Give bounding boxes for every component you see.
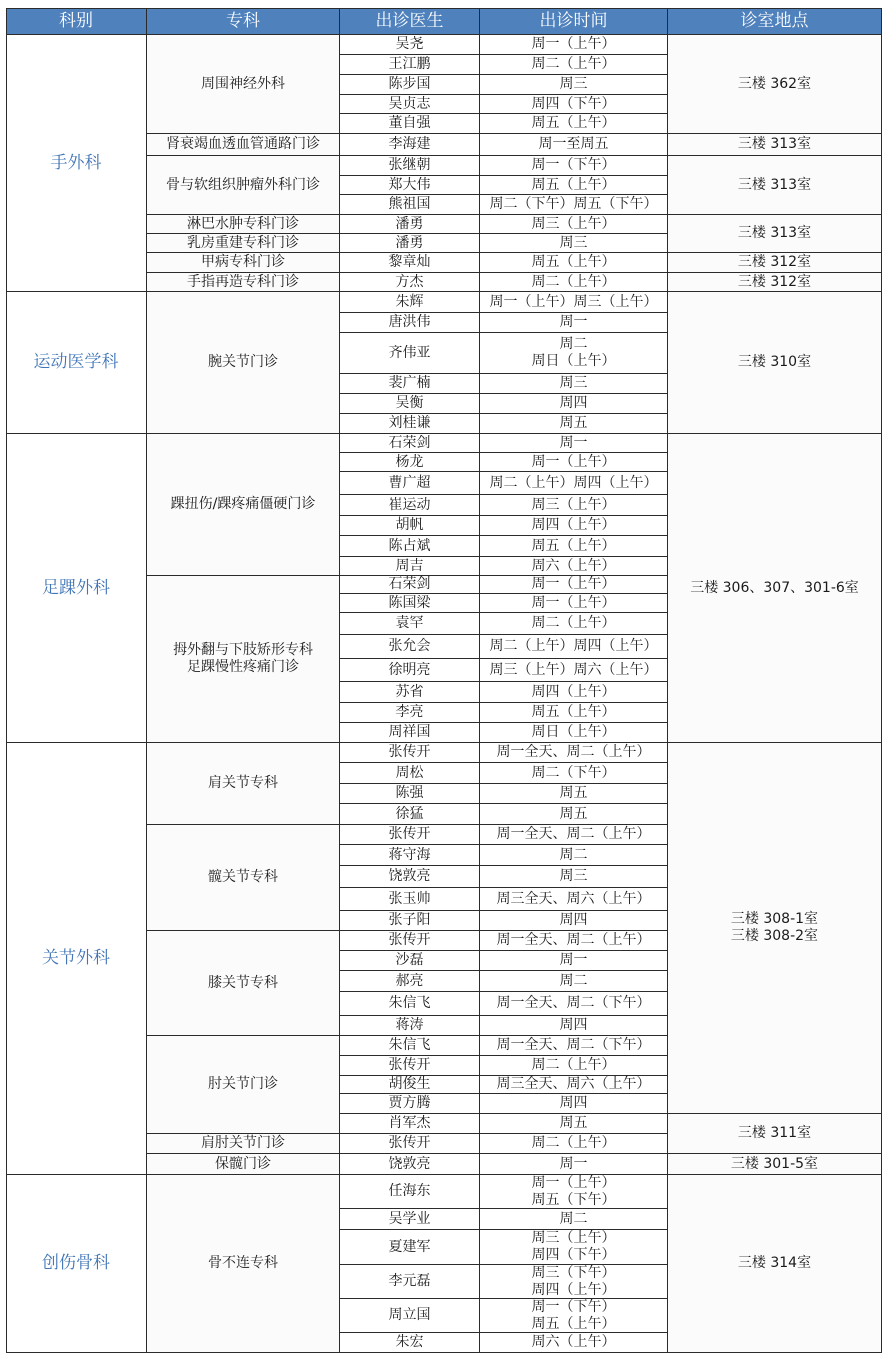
doctor-name: 潘勇: [340, 234, 480, 253]
doctor-name: 唐洪伟: [340, 313, 480, 333]
doctor-name: 陈占斌: [340, 536, 480, 557]
doctor-name: 夏建军: [340, 1230, 480, 1265]
doctor-name: 李亮: [340, 703, 480, 723]
clinic-time: 周四: [480, 1016, 668, 1036]
clinic-time: 周三: [480, 866, 668, 888]
doctor-name: 徐明亮: [340, 659, 480, 682]
room-location: 三楼 312室: [668, 273, 882, 292]
doctor-name: 潘勇: [340, 215, 480, 234]
specialty-name: 骨不连专科: [147, 1175, 340, 1353]
specialty-name: 肘关节门诊: [147, 1036, 340, 1134]
specialty-name: 踝扭伤/踝疼痛僵硬门诊: [147, 434, 340, 576]
specialty-name: 髋关节专科: [147, 825, 340, 931]
clinic-time: 周二（下午）: [480, 763, 668, 784]
doctor-name: 王江鹏: [340, 55, 480, 75]
doctor-name: 张继朝: [340, 156, 480, 176]
clinic-time: 周二: [480, 971, 668, 992]
clinic-time: 周五: [480, 784, 668, 804]
clinic-time: 周一（下午）: [480, 156, 668, 176]
specialty-name: 骨与软组织肿瘤外科门诊: [147, 156, 340, 215]
department-name: 运动医学科: [6, 292, 147, 434]
doctor-name: 吴学业: [340, 1209, 480, 1230]
doctor-name: 饶敦亮: [340, 866, 480, 888]
room-location: 三楼 313室: [668, 156, 882, 215]
specialty-name: 腕关节门诊: [147, 292, 340, 434]
clinic-time: 周一至周五: [480, 134, 668, 156]
clinic-time: 周二（上午）: [480, 273, 668, 292]
doctor-name: 熊祖国: [340, 195, 480, 215]
clinic-time: 周四（上午）: [480, 682, 668, 703]
specialty-name: 淋巴水肿专科门诊: [147, 215, 340, 234]
doctor-name: 陈国梁: [340, 594, 480, 613]
specialty-name: 拇外翻与下肢矫形专科 足踝慢性疼痛门诊: [147, 576, 340, 743]
doctor-name: 周吉: [340, 557, 480, 576]
clinic-time: 周一全天、周二（下午）: [480, 1036, 668, 1056]
clinic-time: 周二（上午）周四（上午）: [480, 472, 668, 495]
clinic-time: 周二（上午）周四（上午）: [480, 635, 668, 659]
doctor-name: 崔运动: [340, 495, 480, 516]
doctor-name: 朱信飞: [340, 992, 480, 1016]
clinic-time: 周一（上午）: [480, 35, 668, 55]
clinic-time: 周一（上午）: [480, 594, 668, 613]
column-header: 出诊医生: [340, 8, 480, 35]
clinic-time: 周一: [480, 313, 668, 333]
room-location: 三楼 314室: [668, 1175, 882, 1353]
clinic-time: 周一（上午）: [480, 453, 668, 472]
clinic-time: 周二: [480, 845, 668, 866]
column-header: 科别: [6, 8, 147, 35]
clinic-time: 周三（上午） 周四（下午）: [480, 1230, 668, 1265]
specialty-name: 膝关节专科: [147, 931, 340, 1036]
doctor-name: 周松: [340, 763, 480, 784]
doctor-name: 朱辉: [340, 292, 480, 313]
department-name: 足踝外科: [6, 434, 147, 743]
doctor-name: 杨龙: [340, 453, 480, 472]
doctor-name: 吴衡: [340, 394, 480, 414]
doctor-name: 李元磊: [340, 1265, 480, 1299]
clinic-time: 周五: [480, 1114, 668, 1134]
room-location: 三楼 306、307、301-6室: [668, 434, 882, 743]
clinic-time: 周四: [480, 911, 668, 931]
doctor-name: 胡帆: [340, 516, 480, 536]
room-location: 三楼 313室: [668, 134, 882, 156]
clinic-time: 周二（上午）: [480, 1056, 668, 1076]
doctor-name: 沙磊: [340, 951, 480, 971]
doctor-name: 石荣剑: [340, 434, 480, 453]
department-name: 创伤骨科: [6, 1175, 147, 1353]
clinic-time: 周一（上午） 周五（下午）: [480, 1175, 668, 1209]
clinic-time: 周一全天、周二（上午）: [480, 743, 668, 763]
room-location: 三楼 301-5室: [668, 1154, 882, 1175]
clinic-time: 周三（下午） 周四（上午）: [480, 1265, 668, 1299]
doctor-name: 苏省: [340, 682, 480, 703]
doctor-name: 袁罕: [340, 613, 480, 635]
specialty-name: 肩关节专科: [147, 743, 340, 825]
clinic-time: 周三: [480, 234, 668, 253]
department-name: 关节外科: [6, 743, 147, 1175]
doctor-name: 刘桂谦: [340, 414, 480, 434]
clinic-time: 周一（下午） 周五（上午）: [480, 1299, 668, 1333]
clinic-time: 周一: [480, 1154, 668, 1175]
doctor-name: 张传开: [340, 743, 480, 763]
department-name: 手外科: [6, 35, 147, 292]
doctor-name: 董自强: [340, 114, 480, 134]
doctor-name: 蒋守海: [340, 845, 480, 866]
clinic-time: 周四（上午）: [480, 516, 668, 536]
doctor-name: 周祥国: [340, 723, 480, 743]
clinic-time: 周二: [480, 1209, 668, 1230]
clinic-time: 周二（下午）周五（下午）: [480, 195, 668, 215]
doctor-name: 黎章灿: [340, 253, 480, 273]
doctor-name: 朱宏: [340, 1333, 480, 1353]
clinic-time: 周五（上午）: [480, 703, 668, 723]
clinic-time: 周六（上午）: [480, 557, 668, 576]
doctor-name: 任海东: [340, 1175, 480, 1209]
clinic-time: 周三（上午）: [480, 215, 668, 234]
doctor-name: 张传开: [340, 1056, 480, 1076]
doctor-name: 张玉帅: [340, 888, 480, 911]
doctor-name: 陈步国: [340, 75, 480, 95]
doctor-name: 郝亮: [340, 971, 480, 992]
clinic-time: 周二（上午）: [480, 1134, 668, 1154]
doctor-name: 方杰: [340, 273, 480, 292]
room-location: 三楼 310室: [668, 292, 882, 434]
doctor-name: 饶敦亮: [340, 1154, 480, 1175]
doctor-name: 蒋涛: [340, 1016, 480, 1036]
clinic-time: 周二（上午）: [480, 613, 668, 635]
clinic-time: 周三（上午）: [480, 495, 668, 516]
clinic-time: 周一: [480, 434, 668, 453]
clinic-time: 周一全天、周二（下午）: [480, 992, 668, 1016]
doctor-name: 张允会: [340, 635, 480, 659]
clinic-time: 周五: [480, 804, 668, 825]
room-location: 三楼 313室: [668, 215, 882, 253]
doctor-name: 陈强: [340, 784, 480, 804]
doctor-name: 朱信飞: [340, 1036, 480, 1056]
clinic-time: 周一（上午）周三（上午）: [480, 292, 668, 313]
specialty-name: 乳房重建专科门诊: [147, 234, 340, 253]
clinic-time: 周一全天、周二（上午）: [480, 825, 668, 845]
clinic-time: 周三: [480, 374, 668, 394]
doctor-name: 石荣剑: [340, 576, 480, 594]
specialty-name: 肩肘关节门诊: [147, 1134, 340, 1154]
clinic-time: 周四: [480, 394, 668, 414]
doctor-name: 吴尧: [340, 35, 480, 55]
column-header: 专科: [147, 8, 340, 35]
doctor-name: 吴贞志: [340, 95, 480, 114]
clinic-time: 周六（上午）: [480, 1333, 668, 1353]
doctor-name: 肖军杰: [340, 1114, 480, 1134]
room-location: 三楼 312室: [668, 253, 882, 273]
specialty-name: 手指再造专科门诊: [147, 273, 340, 292]
doctor-name: 裴广楠: [340, 374, 480, 394]
doctor-name: 郑大伟: [340, 176, 480, 195]
specialty-name: 甲病专科门诊: [147, 253, 340, 273]
doctor-name: 曹广超: [340, 472, 480, 495]
clinic-time: 周三全天、周六（上午）: [480, 888, 668, 911]
doctor-name: 徐猛: [340, 804, 480, 825]
doctor-name: 周立国: [340, 1299, 480, 1333]
doctor-name: 张传开: [340, 931, 480, 951]
doctor-name: 张传开: [340, 825, 480, 845]
clinic-time: 周二 周日（上午）: [480, 333, 668, 374]
clinic-time: 周五: [480, 414, 668, 434]
clinic-time: 周二（上午）: [480, 55, 668, 75]
clinic-time: 周一（上午）: [480, 576, 668, 594]
clinic-time: 周三全天、周六（上午）: [480, 1076, 668, 1094]
specialty-name: 周围神经外科: [147, 35, 340, 134]
doctor-name: 张子阳: [340, 911, 480, 931]
room-location: 三楼 311室: [668, 1114, 882, 1154]
column-header: 诊室地点: [668, 8, 882, 35]
clinic-time: 周一: [480, 951, 668, 971]
clinic-time: 周三（上午）周六（上午）: [480, 659, 668, 682]
specialty-name: 肾衰竭血透血管通路门诊: [147, 134, 340, 156]
clinic-time: 周一全天、周二（上午）: [480, 931, 668, 951]
doctor-name: 胡俊生: [340, 1076, 480, 1094]
doctor-name: 齐伟亚: [340, 333, 480, 374]
specialty-name: 保髋门诊: [147, 1154, 340, 1175]
clinic-time: 周日（上午）: [480, 723, 668, 743]
clinic-time: 周五（上午）: [480, 176, 668, 195]
clinic-time: 周五（上午）: [480, 253, 668, 273]
clinic-time: 周五（上午）: [480, 536, 668, 557]
doctor-name: 贾方腾: [340, 1094, 480, 1114]
clinic-time: 周四（下午）: [480, 95, 668, 114]
room-location: 三楼 308-1室 三楼 308-2室: [668, 743, 882, 1114]
room-location: 三楼 362室: [668, 35, 882, 134]
doctor-name: 张传开: [340, 1134, 480, 1154]
clinic-time: 周四: [480, 1094, 668, 1114]
column-header: 出诊时间: [480, 8, 668, 35]
clinic-time: 周五（上午）: [480, 114, 668, 134]
clinic-time: 周三: [480, 75, 668, 95]
doctor-name: 李海建: [340, 134, 480, 156]
